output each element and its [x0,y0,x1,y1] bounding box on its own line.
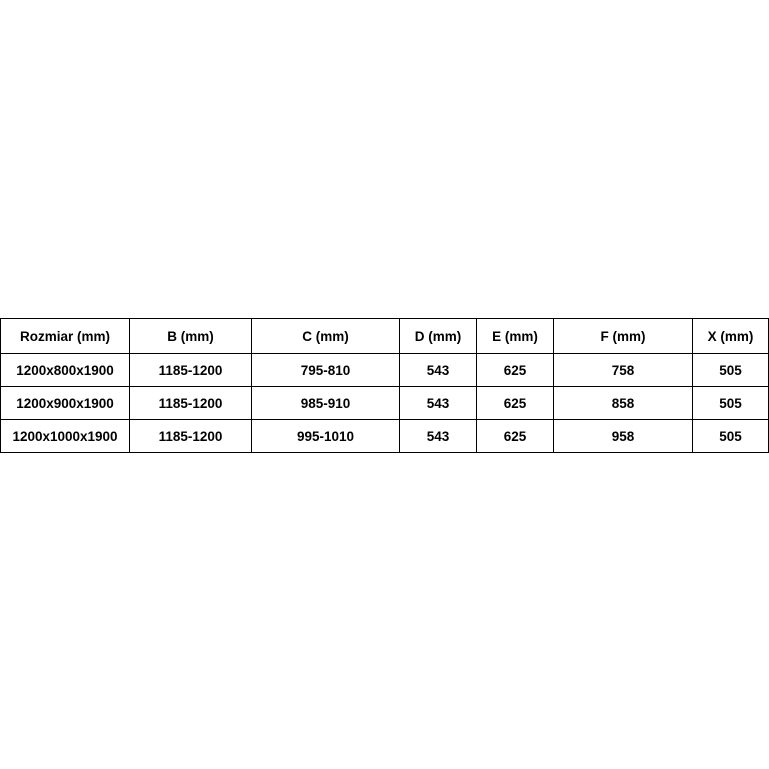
cell-d: 543 [400,387,477,420]
cell-rozmiar: 1200x900x1900 [1,387,130,420]
cell-b: 1185-1200 [130,354,252,387]
column-header-e: E (mm) [477,319,554,354]
column-header-x: X (mm) [693,319,769,354]
cell-c: 985-910 [252,387,400,420]
table-row [1,420,769,453]
cell-b: 1185-1200 [130,387,252,420]
cell-c: 995-1010 [252,420,400,453]
cell-e: 625 [477,387,554,420]
spec-table [0,318,769,453]
cell-f: 858 [554,387,693,420]
cell-x: 505 [693,354,769,387]
table-header-row [1,319,769,354]
cell-b: 1185-1200 [130,420,252,453]
cell-x: 505 [693,420,769,453]
cell-f: 958 [554,420,693,453]
column-header-rozmiar: Rozmiar (mm) [1,319,130,354]
table-row [1,387,769,420]
spec-table-container [0,318,769,453]
column-header-b: B (mm) [130,319,252,354]
cell-d: 543 [400,354,477,387]
table-row [1,354,769,387]
column-header-f: F (mm) [554,319,693,354]
cell-x: 505 [693,387,769,420]
table-header [1,319,769,354]
table-body [1,354,769,453]
cell-e: 625 [477,354,554,387]
cell-rozmiar: 1200x1000x1900 [1,420,130,453]
cell-c: 795-810 [252,354,400,387]
cell-e: 625 [477,420,554,453]
column-header-c: C (mm) [252,319,400,354]
cell-f: 758 [554,354,693,387]
cell-rozmiar: 1200x800x1900 [1,354,130,387]
column-header-d: D (mm) [400,319,477,354]
cell-d: 543 [400,420,477,453]
